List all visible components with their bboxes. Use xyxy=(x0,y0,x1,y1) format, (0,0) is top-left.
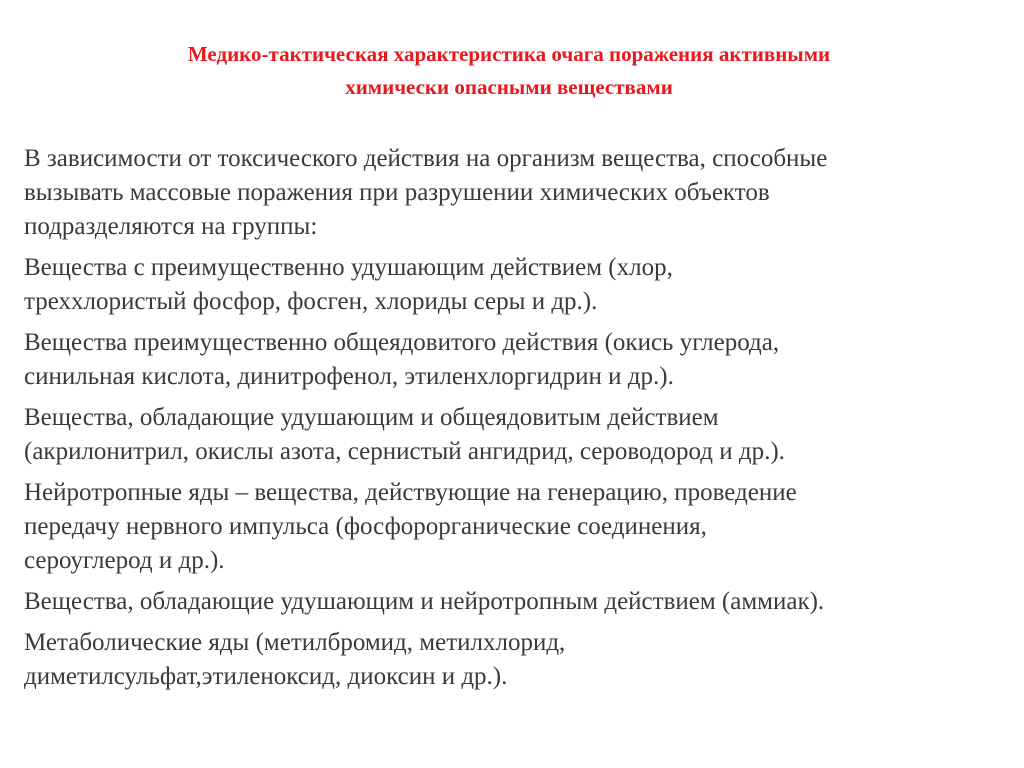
title-line: Медико-тактическая характеристика очага поражения активными xyxy=(187,42,831,66)
group-paragraph-asphyxiant-neurotropic xyxy=(24,585,994,619)
text-line: передачу нервного импульса (фосфорорганические соединения, xyxy=(24,513,707,540)
text-line: Нейротропные яды – вещества, действующие на генерацию, проведение xyxy=(24,479,797,506)
group-paragraph-asphyxiant xyxy=(24,251,994,319)
group-paragraph-general-toxic xyxy=(24,326,994,394)
text-line: (акрилонитрил, окислы азота, сернистый ангидрид, сероводород и др.). xyxy=(24,438,785,465)
text-line: треххлористый фосфор, фосген, хлориды серы и др.). xyxy=(24,288,598,315)
title-line: химически опасными веществами xyxy=(345,75,673,99)
text-line: сероуглерод и др.). xyxy=(24,547,225,574)
slide-body xyxy=(24,142,994,694)
text-line: Вещества с преимущественно удушающим действием (хлор, xyxy=(24,254,673,281)
slide-title xyxy=(24,38,994,104)
group-paragraph-metabolic xyxy=(24,626,994,694)
text-line: диметилсульфат,этиленоксид, диоксин и др.). xyxy=(24,663,508,690)
intro-paragraph xyxy=(24,142,994,244)
text-line: Вещества преимущественно общеядовитого действия (окись углерода, xyxy=(24,329,780,356)
text-line: Вещества, обладающие удушающим и общеядовитым действием xyxy=(24,404,719,431)
text-line: подразделяются на группы: xyxy=(24,213,318,240)
group-paragraph-neurotropic xyxy=(24,476,994,578)
group-paragraph-asphyxiant-general-toxic xyxy=(24,401,994,469)
text-line: вызывать массовые поражения при разрушении химических объектов xyxy=(24,179,770,206)
text-line: синильная кислота, динитрофенол, этиленхлоргидрин и др.). xyxy=(24,363,674,390)
text-line: Метаболические яды (метилбромид, метилхлорид, xyxy=(24,629,566,656)
text-line: В зависимости от токсического действия на организм вещества, способные xyxy=(24,145,828,172)
text-line: Вещества, обладающие удушающим и нейротропным действием (аммиак). xyxy=(24,588,825,615)
